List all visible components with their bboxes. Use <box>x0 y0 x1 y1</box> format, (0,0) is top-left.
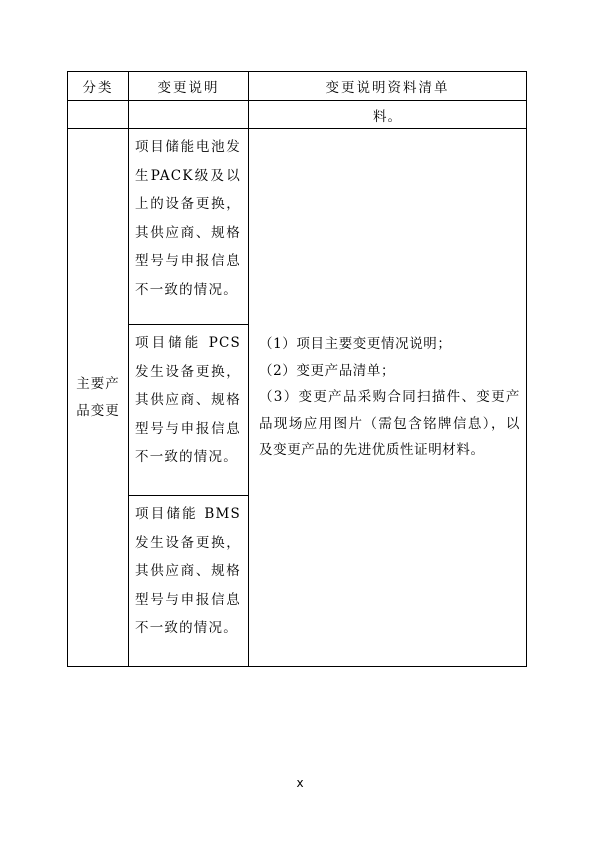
continuation-row <box>68 101 527 129</box>
continuation-category-cell <box>68 101 129 129</box>
header-description: 变更说明 <box>129 72 249 101</box>
materials-item-1: （1）项目主要变更情况说明； <box>259 336 452 353</box>
header-materials: 变更说明资料清单 <box>249 72 527 101</box>
description-bms: 项目储能 BMS 发生设备更换，其供应商、规格型号与申报信息不一致的情况。 <box>129 496 249 667</box>
description-pcs: 项目储能 PCS 发生设备更换，其供应商、规格型号与申报信息不一致的情况。 <box>129 325 249 496</box>
change-requirements-table <box>67 71 527 667</box>
header-category: 分类 <box>68 72 129 101</box>
materials-item-2: （2）变更产品清单； <box>259 362 396 379</box>
description-battery-pack: 项目储能电池发生PACK级及以上的设备更换，其供应商、规格型号与申报信息不一致的情况。 <box>129 129 249 325</box>
page-number: x <box>296 776 304 790</box>
continuation-materials-cell <box>249 101 527 129</box>
table-header-row <box>68 72 527 101</box>
continuation-description-cell <box>129 101 249 129</box>
materials-item-3: （3）变更产品采购合同扫描件、变更产品现场应用图片（需包含铭牌信息），以及变更产品的先进优质性证明材料。 <box>259 389 520 459</box>
category-label-line1: 主要产 <box>76 375 120 392</box>
continuation-materials-text: 料。 <box>373 108 402 125</box>
table-row <box>68 129 527 325</box>
category-cell <box>68 129 129 667</box>
category-label-line2: 品变更 <box>76 402 120 419</box>
materials-cell <box>249 129 527 667</box>
